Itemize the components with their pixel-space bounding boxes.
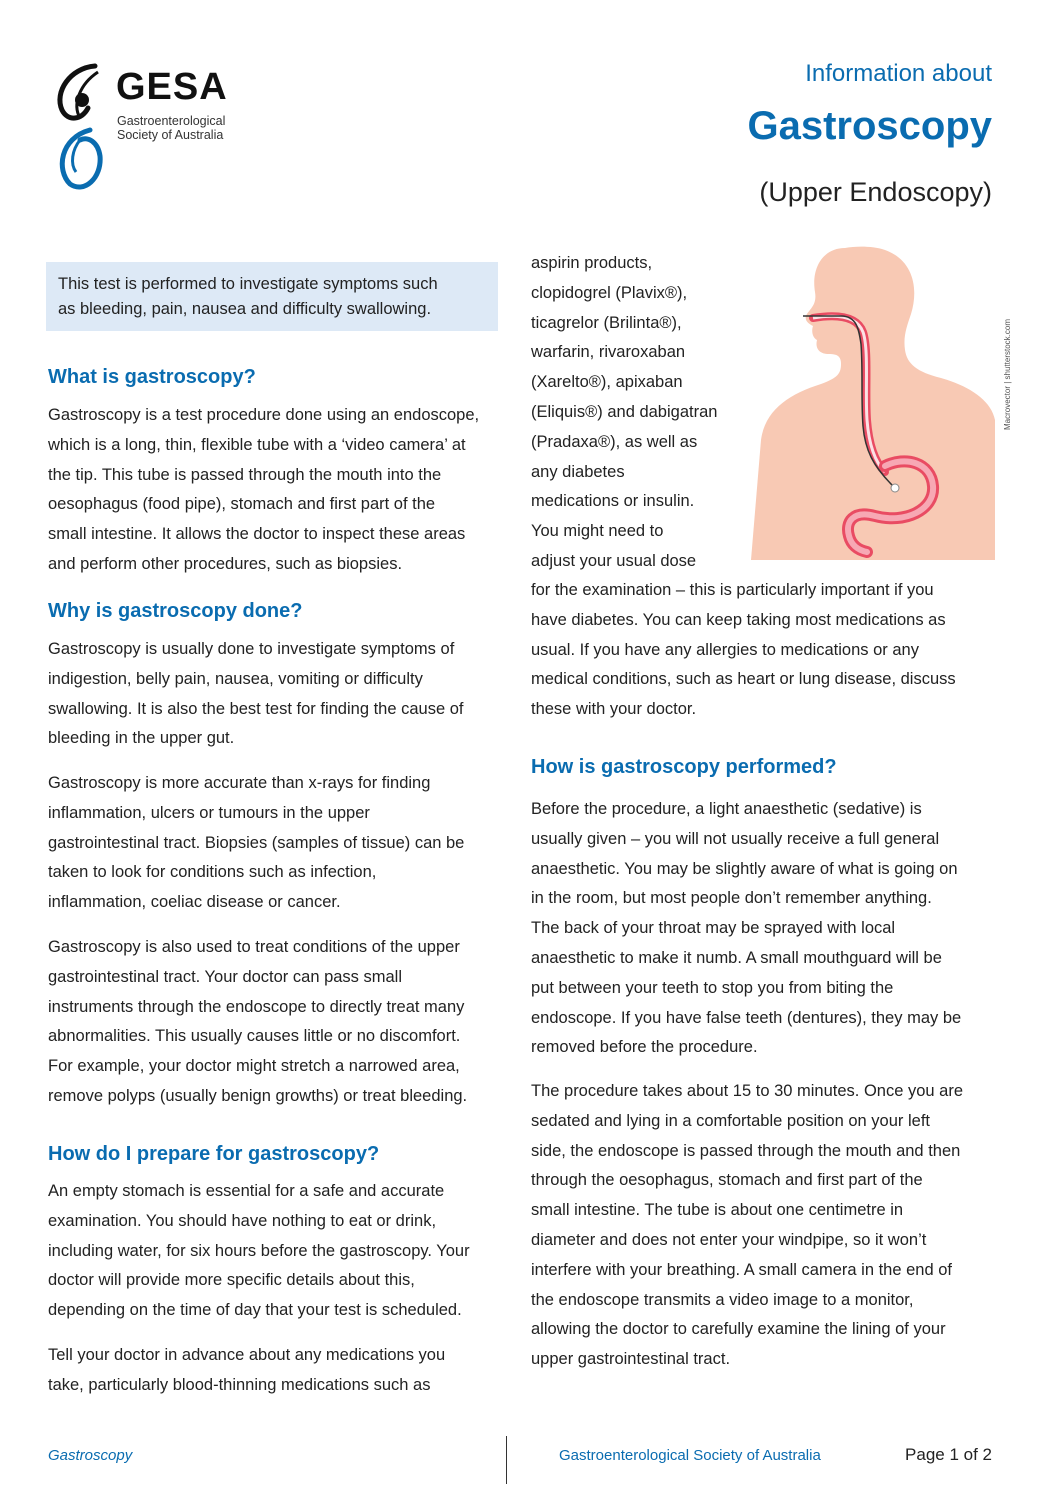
footer-organisation: Gastroenterological Society of Australia [559, 1447, 821, 1464]
text-line: depending on the time of day that your test is scheduled. [48, 1301, 462, 1320]
text-line: through the oesophagus, stomach and first part of the [531, 1171, 923, 1190]
text-line: remove polyps (usually benign growths) or treat bleeding. [48, 1086, 468, 1105]
text-line: Before the procedure, a light anaesthetic (sedative) is [531, 800, 922, 818]
text-line: Gastroscopy is more accurate than x-rays for finding [48, 774, 431, 792]
text-line: inflammation, coeliac disease or cancer. [48, 893, 341, 912]
text-line: upper gastrointestinal tract. [531, 1350, 731, 1369]
text-line: the endoscope transmits a video image to a monitor, [531, 1290, 914, 1309]
text-line: oesophagus (food pipe), stomach and first part of the [48, 495, 436, 514]
gesa-logo [50, 60, 250, 195]
text-line: small intestine. The tube is about one centimetre in [531, 1201, 904, 1220]
text-line: ticagrelor (Brilinta®), [531, 313, 682, 332]
text-line: for the examination – this is particularly important if you [531, 581, 934, 599]
text-line: sedated and lying in a comfortable position on your left [531, 1111, 930, 1130]
text-line: An empty stomach is essential for a safe and accurate [48, 1182, 445, 1200]
text-line: The back of your throat may be sprayed with local [531, 919, 896, 938]
text-line: allowing the doctor to carefully examine the lining of your [531, 1320, 946, 1339]
text-line: have diabetes. You can keep taking most medications as [531, 610, 946, 629]
text-line: any diabetes [531, 462, 625, 481]
text-line: The procedure takes about 15 to 30 minutes. Once you are [531, 1082, 964, 1100]
text-line: bleeding in the upper gut. [48, 729, 235, 748]
logo-sub-line: Gastroenterological [117, 114, 226, 128]
paragraph-performed-2 [531, 1077, 963, 1375]
text-line: instruments through the endoscope to directly treat many [48, 997, 465, 1016]
text-line: put between your teeth to stop you from biting the [531, 978, 894, 997]
paragraph-medications-wide [531, 576, 956, 725]
heading-performed: How is gastroscopy performed? [531, 756, 837, 778]
intro-line: as bleeding, pain, nausea and difficulty swallowing. [58, 300, 432, 318]
paragraph-what-is [48, 401, 479, 580]
text-line: (Eliquis®) and dabigatran [531, 402, 718, 421]
text-line: gastrointestinal tract. Biopsies (samples of tissue) can be [48, 833, 465, 852]
paragraph-why-2 [48, 769, 464, 918]
text-line: swallowing. It is also the best test for finding the cause of [48, 699, 464, 718]
text-line: the tip. This tube is passed through the mouth into the [48, 465, 442, 484]
text-line: clopidogrel (Plavix®), [531, 283, 688, 302]
footer-page-number: Page 1 of 2 [905, 1445, 992, 1464]
text-line: aspirin products, [531, 254, 653, 272]
text-line: medical conditions, such as heart or lung disease, discuss [531, 670, 956, 689]
footer-divider [506, 1436, 507, 1484]
text-line: anaesthetic. You may be slightly aware of what is going on [531, 859, 958, 878]
text-line: adjust your usual dose [531, 551, 697, 570]
endoscope-anatomy-icon [745, 240, 995, 560]
text-line: Gastroscopy is a test procedure done using an endoscope, [48, 406, 480, 424]
intro-line: This test is performed to investigate symptoms such [58, 275, 438, 293]
text-line: interfere with your breathing. A small camera in the end of [531, 1260, 952, 1279]
text-line: these with your doctor. [531, 700, 697, 719]
image-credit: Macrovector | shutterstock.com [1003, 319, 1012, 430]
logo-wordmark: GESA [116, 66, 228, 108]
text-line: doctor will provide more specific details about this, [48, 1271, 415, 1290]
paragraph-why-3 [48, 933, 467, 1112]
text-line: (Pradaxa®), as well as [531, 432, 698, 451]
info-about-label: Information about [805, 60, 992, 87]
text-line: anaesthetic to make it numb. A small mouthguard will be [531, 948, 942, 967]
text-line: abnormalities. This usually causes little or no discomfort. [48, 1027, 461, 1046]
text-line: (Xarelto®), apixaban [531, 373, 683, 392]
text-line: usual. If you have any allergies to medications or any [531, 640, 919, 659]
footer-doc-name: Gastroscopy [48, 1447, 133, 1464]
logo-sub-line: Society of Australia [117, 128, 224, 142]
text-line: take, particularly blood-thinning medications such as [48, 1375, 431, 1394]
text-line: warfarin, rivaroxaban [531, 343, 686, 362]
text-line: in the room, but most people don’t remember anything. [531, 889, 932, 908]
logo-subtitle [117, 114, 225, 142]
gastroscopy-illustration [745, 240, 995, 560]
text-line: diameter and does not enter your windpipe, so it won’t [531, 1230, 927, 1249]
text-line: including water, for six hours before the gastroscopy. Your [48, 1241, 470, 1260]
text-line: endoscope. If you have false teeth (dentures), they may be [531, 1008, 962, 1027]
text-line: medications or insulin. [531, 492, 695, 511]
heading-why-done: Why is gastroscopy done? [48, 600, 303, 622]
page-title: Gastroscopy [747, 104, 992, 148]
paragraph-prepare-2 [48, 1341, 445, 1401]
text-line: which is a long, thin, flexible tube with a ‘video camera’ at [48, 435, 466, 454]
text-line: and perform other procedures, such as biopsies. [48, 554, 403, 573]
text-line: usually given – you will not usually receive a full general [531, 829, 940, 848]
text-line: inflammation, ulcers or tumours in the upper [48, 803, 370, 822]
text-line: gastrointestinal tract. Your doctor can pass small [48, 967, 403, 986]
text-line: removed before the procedure. [531, 1038, 758, 1057]
heading-prepare: How do I prepare for gastroscopy? [48, 1143, 380, 1165]
text-line: Tell your doctor in advance about any medications you [48, 1346, 446, 1364]
text-line: taken to look for conditions such as infection, [48, 863, 377, 882]
text-line: examination. You should have nothing to eat or drink, [48, 1211, 437, 1230]
paragraph-performed-1 [531, 795, 961, 1063]
text-line: Gastroscopy is usually done to investigate symptoms of [48, 640, 455, 658]
text-line: Gastroscopy is also used to treat conditions of the upper [48, 938, 460, 956]
heading-what-is: What is gastroscopy? [48, 366, 256, 388]
paragraph-medications-narrow [531, 249, 717, 577]
paragraph-prepare-1 [48, 1177, 470, 1326]
paragraph-why-1 [48, 635, 463, 754]
page-subtitle: (Upper Endoscopy) [759, 177, 992, 207]
text-line: indigestion, belly pain, nausea, vomiting or difficulty [48, 669, 423, 688]
text-line: side, the endoscope is passed through the mouth and then [531, 1141, 961, 1160]
text-line: small intestine. It allows the doctor to inspect these areas [48, 525, 466, 544]
text-line: You might need to [531, 522, 664, 541]
intro-callout [46, 262, 498, 331]
text-line: For example, your doctor might stretch a narrowed area, [48, 1057, 460, 1076]
gesa-logo-icon [50, 60, 120, 195]
